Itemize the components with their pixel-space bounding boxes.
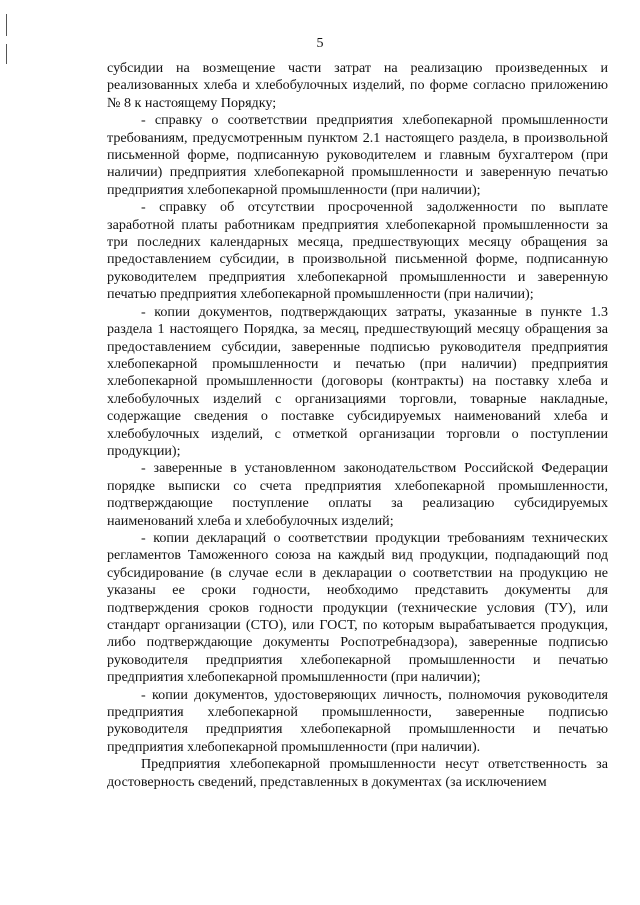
document-body [107,60,608,791]
paragraph-no-wage-arrears: - справку об отсутствии просроченной задолженности по выплате заработной платы работникам предприятия хлебопекарной промышленности за три последних календарных месяца, предшествующих месяцу обращения за предоставлением субсидии, в произвольной письменной форме, подписанную руководителем предприятия хлебопекарной промышленности и заверенную печатью предприятия хлебопекарной промышленности (при наличии); [107,199,608,303]
paragraph-bank-statements: - заверенные в установленном законодательством Российской Федерации порядке выписки со счета предприятия хлебопекарной промышленности, подтверждающие поступление оплаты за реализацию субсидируемых наименований хлеба и хлебобулочных изделий; [107,460,608,529]
page-number: 5 [316,36,324,51]
paragraph-declarations: - копии деклараций о соответствии продукции требованиям технических регламентов Таможенного союза на каждый вид продукции, подпадающий под субсидирование (в случае если в декларации о соответствии на продукцию не указаны ее сроки годности, необходимо представить документы для подтверждения сроков годности продукции (технические условия (ТУ), или стандарт организации (СТО), или ГОСТ, по которым вырабатывается продукция, либо подтверждающие документы Роспотребнадзора), заверенные подписью руководителя предприятия хлебопекарной промышленности и печатью предприятия хлебопекарной промышленности (при наличии); [107,529,608,686]
paragraph-compliance-certificate: - справку о соответствии предприятия хлебопекарной промышленности требованиям, предусмотренным пунктом 2.1 настоящего раздела, в произвольной письменной форме, подписанную руководителем и главным бухгалтером (при наличии) предприятия хлебопекарной промышленности и заверенную печатью предприятия хлебопекарной промышленности (при наличии); [107,112,608,198]
paragraph-responsibility: Предприятия хлебопекарной промышленности несут ответственность за достоверность сведений, представленных в документах (за исключением [107,756,608,790]
paragraph-cost-documents: - копии документов, подтверждающих затраты, указанные в пункте 1.3 раздела 1 настоящего Порядка, за месяц, предшествующий месяцу обращения за предоставлением субсидии, заверенные подписью руководителя предприятия хлебопекарной промышленности и печатью (при наличии) предприятия хлебопекарной промышленности (договоры (контракты) на поставку хлеба и хлебобулочных изделий с организациями торговли, товарные накладные, содержащие сведения о поставке субсидируемых наименований хлеба и хлебобулочных изделий, с отметкой организации торговли о поступлении продукции); [107,303,608,459]
paragraph-continuation: субсидии на возмещение части затрат на реализацию произведенных и реализованных хлеба и хлебобулочных изделий, по форме согласно приложению № 8 к настоящему Порядку; [107,60,608,111]
paragraph-identity-documents: - копии документов, удостоверяющих личность, полномочия руководителя предприятия хлебопекарной промышленности, заверенные подписью руководителя предприятия хлебопекарной промышленности и печатью предприятия хлебопекарной промышленности (при наличии). [107,686,608,755]
scan-edge-mark [6,14,7,36]
